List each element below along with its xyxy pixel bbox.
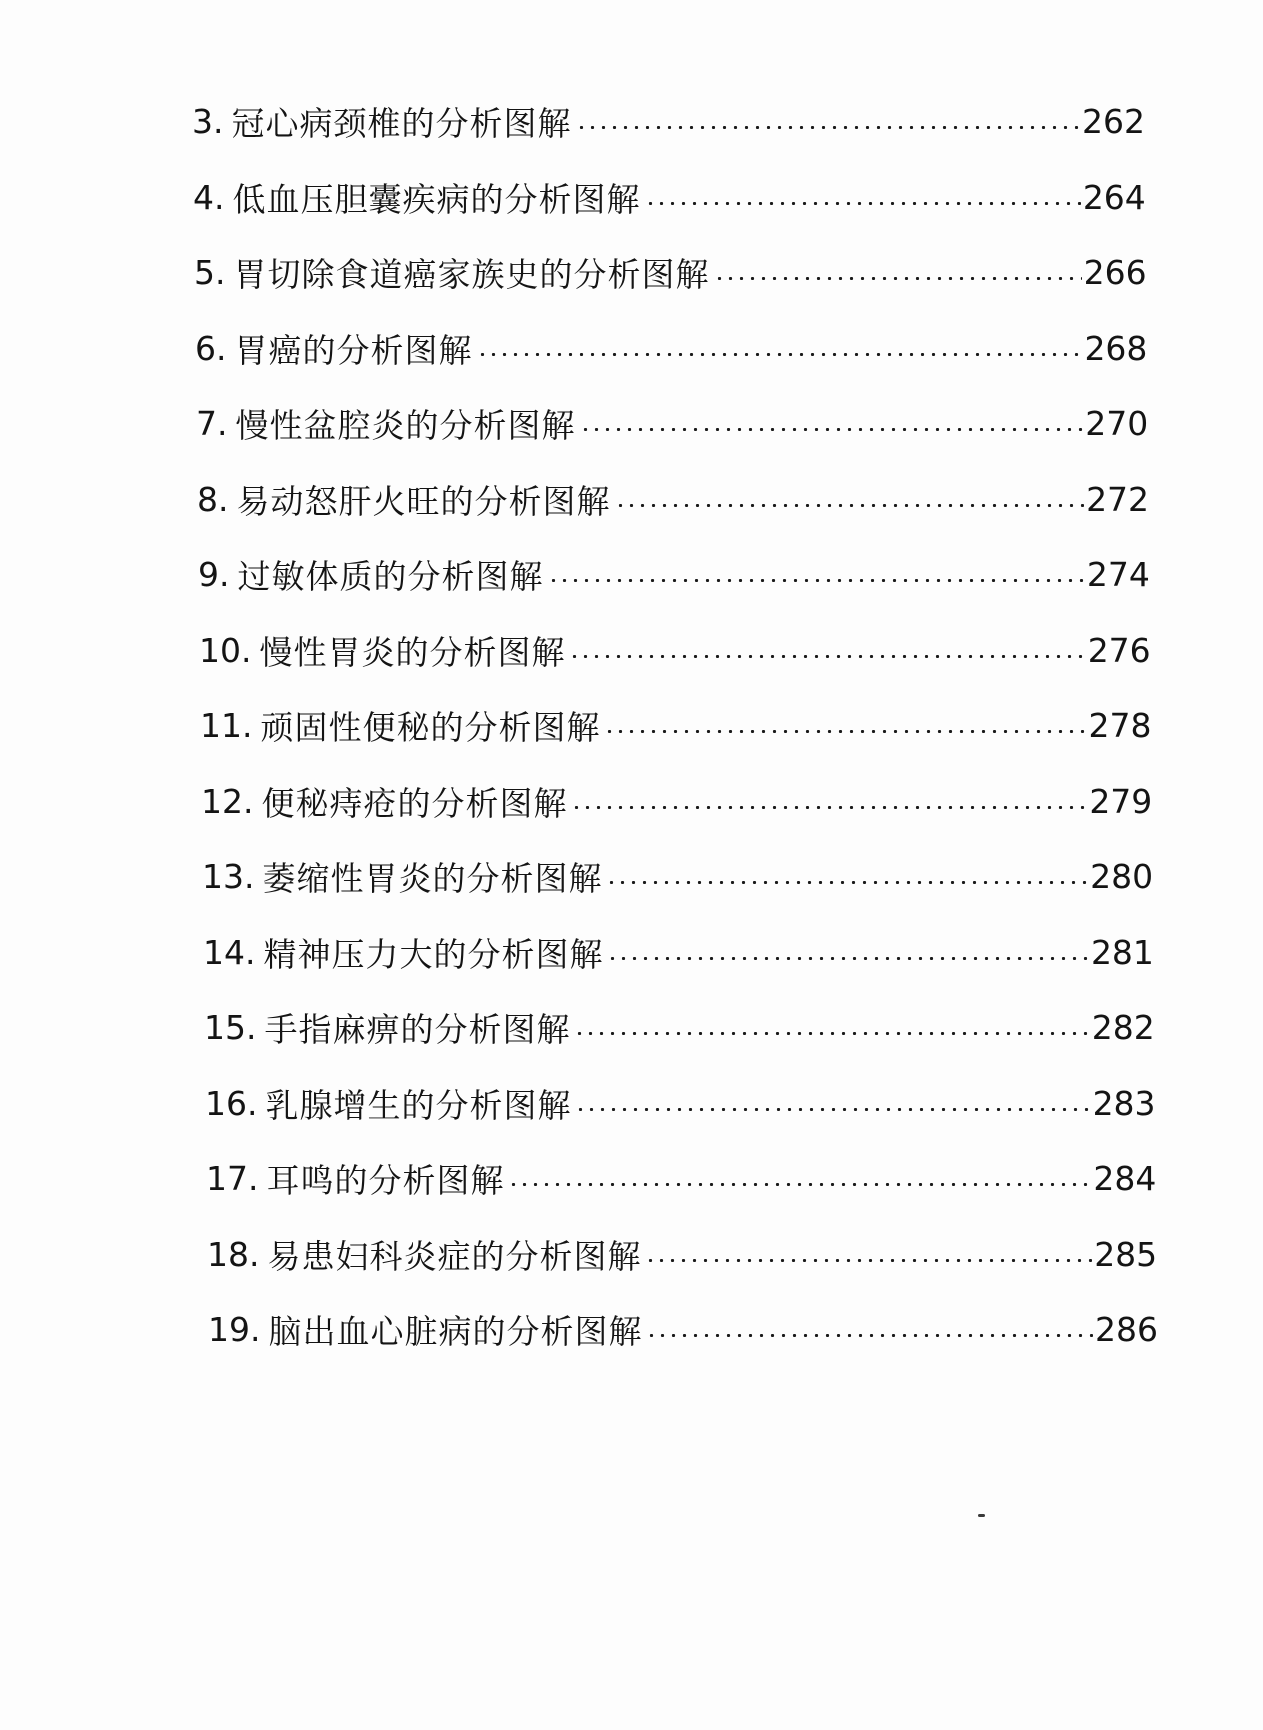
toc-entry[interactable]: [0, 839, 1263, 915]
toc-entry[interactable]: [0, 84, 1263, 160]
toc-entry-title: 便秘痔疮的分析图解: [261, 783, 568, 823]
dot-leader: [580, 428, 1084, 431]
toc-entry-title: 手指麻痹的分析图解: [264, 1010, 571, 1050]
toc-entry-number: 5.: [194, 253, 226, 293]
toc-entry-page: 281: [1090, 932, 1154, 972]
toc-entry-title: 冠心病颈椎的分析图解: [231, 104, 572, 144]
toc-entry-title: 耳鸣的分析图解: [266, 1161, 505, 1201]
toc-entry-title: 过敏体质的分析图解: [237, 557, 544, 597]
toc-entry-number: 12.: [201, 781, 254, 821]
toc-entry-title: 易患妇科炎症的分析图解: [267, 1236, 642, 1276]
toc-entry-title: 胃切除食道癌家族史的分析图解: [233, 255, 710, 295]
toc-entry-title: 精神压力大的分析图解: [263, 934, 604, 974]
toc-entry-title: 胃癌的分析图解: [234, 330, 473, 370]
dot-leader: [645, 202, 1081, 205]
toc-entry[interactable]: [0, 1217, 1263, 1293]
toc-entry-title: 萎缩性胃炎的分析图解: [262, 859, 603, 899]
dot-leader: [569, 655, 1085, 658]
toc-entry-number: 8.: [197, 479, 229, 519]
dot-leader: [714, 277, 1082, 280]
toc-entry-number: 7.: [196, 404, 228, 444]
toc-entry-page: 268: [1084, 328, 1148, 368]
toc-entry-page: 286: [1095, 1310, 1158, 1350]
toc-entry-page: 284: [1093, 1159, 1157, 1199]
toc-entry[interactable]: [0, 688, 1263, 764]
toc-entry-number: 18.: [207, 1234, 260, 1274]
toc-entry-number: 19.: [208, 1310, 261, 1350]
dot-leader: [645, 1259, 1092, 1262]
toc-entry-page: 280: [1090, 857, 1154, 897]
toc-entry-number: 4.: [193, 177, 225, 217]
toc-entry[interactable]: [0, 764, 1263, 840]
dot-leader: [574, 1032, 1089, 1035]
toc-entry[interactable]: [0, 613, 1263, 689]
dot-leader: [575, 1108, 1090, 1111]
toc-entry-title: 脑出血心脏病的分析图解: [268, 1312, 643, 1352]
toc-entry-number: 9.: [198, 555, 230, 595]
toc-entry-number: 10.: [199, 630, 252, 670]
toc-entry[interactable]: [0, 1141, 1263, 1217]
toc-entry-number: 15.: [204, 1008, 257, 1048]
toc-entry-page: 283: [1092, 1083, 1156, 1123]
toc-entry-page: 279: [1089, 781, 1153, 821]
scan-speck: [978, 1514, 985, 1517]
toc-entry-number: 17.: [206, 1159, 259, 1199]
toc-entry[interactable]: [0, 1292, 1263, 1368]
dot-leader: [508, 1183, 1091, 1186]
toc-entry-number: 13.: [202, 857, 255, 897]
dot-leader: [571, 806, 1087, 809]
toc-entry-number: 3.: [192, 102, 224, 142]
toc-entry-title: 顽固性便秘的分析图解: [260, 708, 601, 748]
dot-leader: [607, 957, 1088, 960]
toc-entry-title: 慢性盆腔炎的分析图解: [235, 406, 576, 446]
toc-entry[interactable]: [0, 990, 1263, 1066]
toc-entry[interactable]: [0, 311, 1263, 387]
toc-entry-number: 6.: [195, 328, 227, 368]
toc-entry-page: 262: [1082, 102, 1145, 142]
toc-entry-page: 270: [1085, 404, 1149, 444]
dot-leader: [646, 1334, 1093, 1337]
toc-entry[interactable]: [0, 537, 1263, 613]
toc-entry-title: 慢性胃炎的分析图解: [259, 632, 566, 672]
toc-entry[interactable]: [0, 915, 1263, 991]
toc-entry-page: 282: [1091, 1008, 1155, 1048]
dot-leader: [548, 579, 1085, 582]
toc-entry[interactable]: [0, 462, 1263, 538]
toc-entry[interactable]: [0, 235, 1263, 311]
toc-entry[interactable]: [0, 1066, 1263, 1142]
toc-entry-title: 低血压胆囊疾病的分析图解: [232, 179, 641, 219]
toc-entry-title: 易动怒肝火旺的分析图解: [236, 481, 611, 521]
dot-leader: [615, 504, 1085, 507]
toc-entry-page: 264: [1082, 177, 1146, 217]
toc-entry-page: 278: [1088, 706, 1152, 746]
toc-entry-number: 16.: [205, 1083, 258, 1123]
dot-leader: [606, 881, 1088, 884]
toc-entry-number: 11.: [200, 706, 253, 746]
toc-entry-number: 14.: [203, 932, 256, 972]
toc-entry-page: 274: [1086, 555, 1150, 595]
dot-leader: [604, 730, 1086, 733]
dot-leader: [576, 126, 1081, 129]
table-of-contents: [0, 84, 1263, 1368]
dot-leader: [477, 353, 1083, 356]
toc-entry-page: 276: [1087, 630, 1151, 670]
toc-entry-title: 乳腺增生的分析图解: [265, 1085, 572, 1125]
toc-entry[interactable]: [0, 386, 1263, 462]
toc-entry-page: 272: [1086, 479, 1150, 519]
toc-entry-page: 285: [1094, 1234, 1158, 1274]
toc-entry[interactable]: [0, 160, 1263, 236]
toc-entry-page: 266: [1083, 253, 1147, 293]
